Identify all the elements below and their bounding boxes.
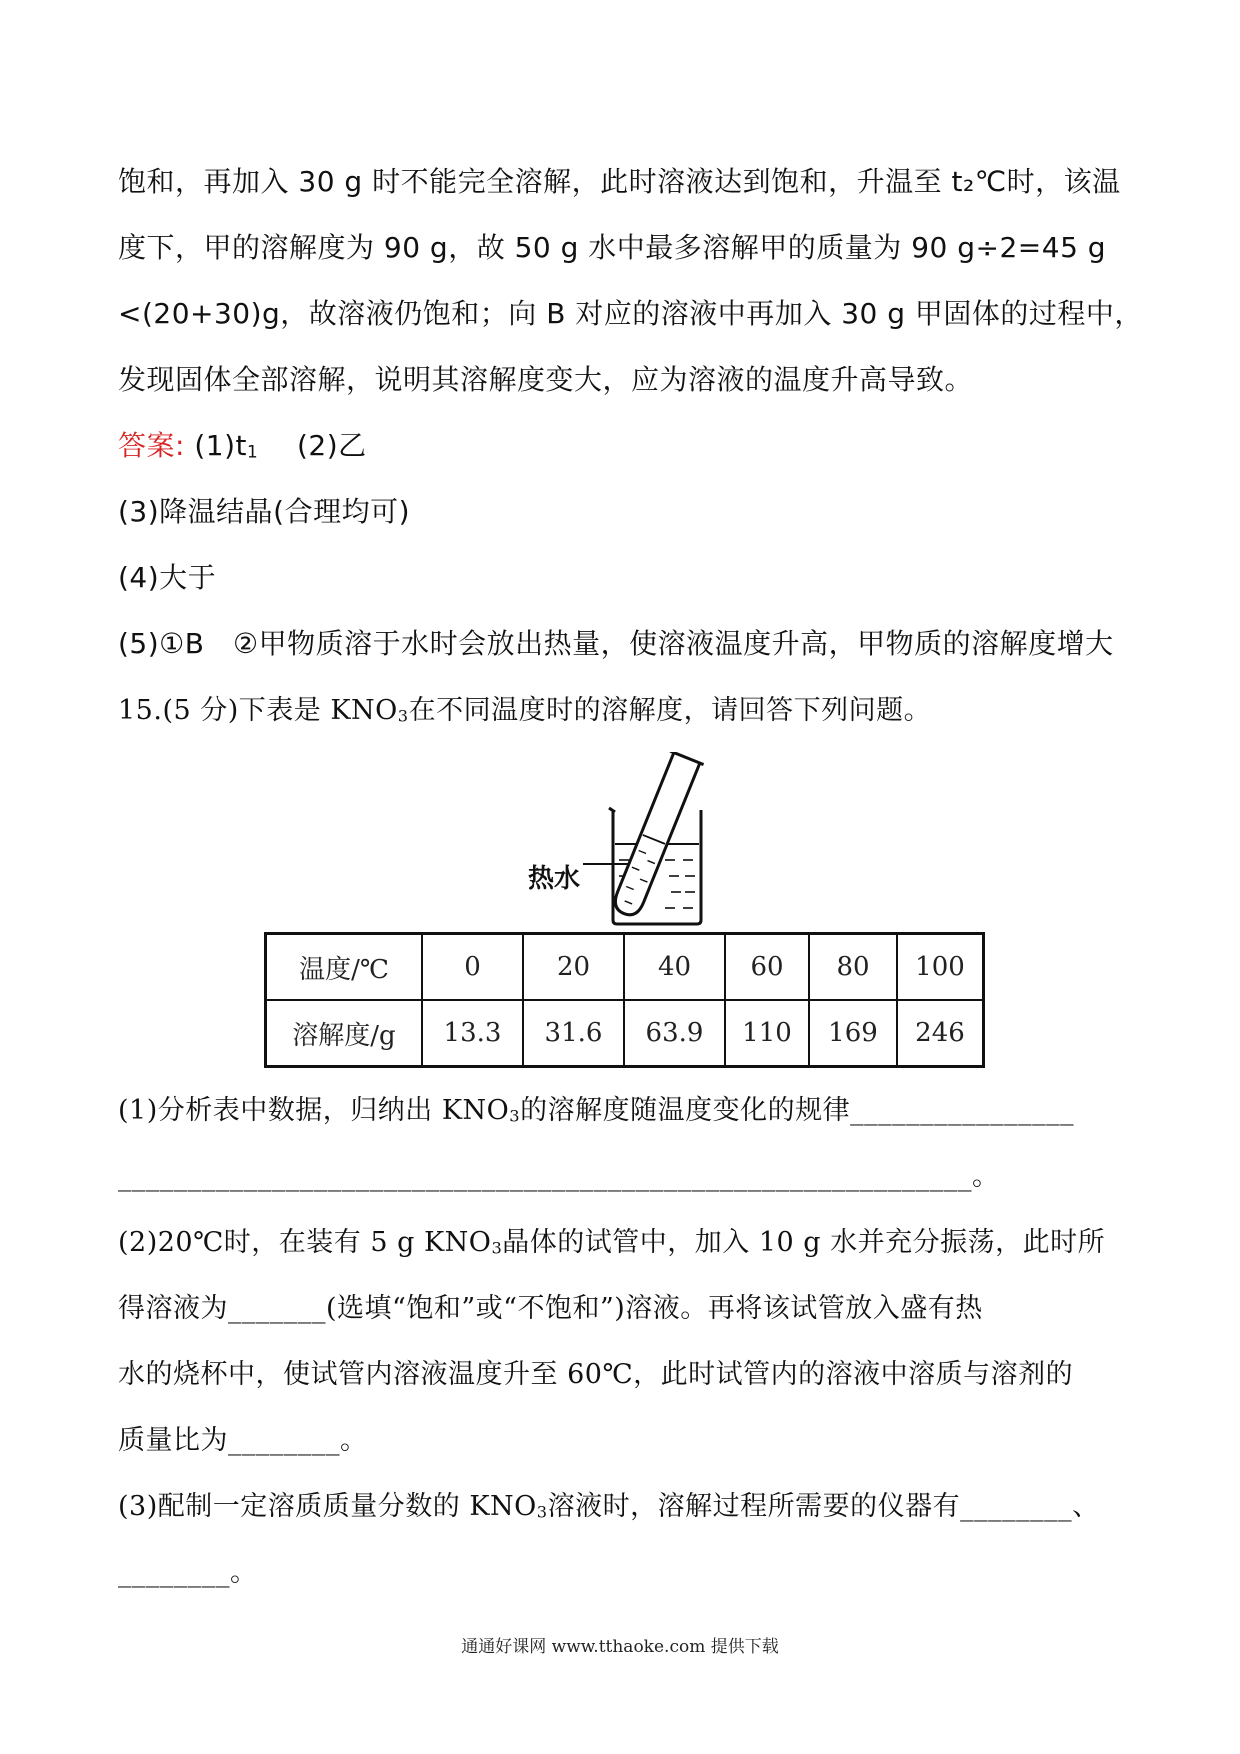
table-row-temperature: [266, 934, 984, 1001]
table-cell: 80: [809, 934, 897, 1001]
table-cell: 13.3: [422, 1000, 523, 1067]
table-cell: 40: [624, 934, 725, 1001]
explanation-line-2: 度下，甲的溶解度为 90 g，故 50 g 水中最多溶解甲的质量为 90 g÷2=45 g: [118, 231, 1107, 264]
question-15-1-continued: _____________________________________________________________。: [118, 1161, 1000, 1192]
table-cell: 63.9: [624, 1000, 725, 1067]
question-15-2-line-2: 得溶液为_______(选填“饱和”或“不饱和”)溶液。再将该试管放入盛有热: [118, 1293, 983, 1324]
table-cell: 169: [809, 1000, 897, 1067]
question-15-2-line-1: (2)20℃时，在装有 5 g $KNO_3$晶体的试管中，加入 10 g 水并充分振荡，此时所: [118, 1227, 1106, 1258]
question-15-2-line-4: 质量比为________。: [118, 1425, 368, 1456]
answer-part1: $(1)t_1$: [194, 429, 259, 462]
answer-part3: (3)降温结晶(合理均可): [118, 495, 411, 528]
explanation-line-1: 饱和，再加入 30 g 时不能完全溶解，此时溶液达到饱和，升温至 t₂℃时，该温: [118, 165, 1121, 198]
question-15-stem: 15.(5 分)下表是 $KNO_3$在不同温度时的溶解度，请回答下列问题。: [118, 695, 932, 726]
answer-part4: (4)大于: [118, 561, 217, 594]
answer-part2: (2)乙: [296, 429, 367, 462]
explanation-line-3: <(20+30)g，故溶液仍饱和；向 B 对应的溶液中再加入 30 g 甲固体的过程中，: [118, 297, 1143, 330]
table-row-solubility: [266, 1000, 984, 1067]
answer-line-1: [118, 424, 1128, 464]
table-cell: 100: [897, 934, 984, 1001]
table-cell: 110: [725, 1000, 809, 1067]
table-cell: 31.6: [523, 1000, 624, 1067]
table-header-solubility: 溶解度/g: [266, 1000, 423, 1067]
table-header-temperature: 温度/℃: [266, 934, 423, 1001]
solubility-table: [264, 932, 985, 1068]
question-15-3-line-1: (3)配制一定溶质质量分数的 $KNO_3$溶液时，溶解过程所需要的仪器有________、: [118, 1491, 1100, 1522]
question-15-1: (1)分析表中数据，归纳出 $KNO_3$的溶解度随温度变化的规律________________: [118, 1095, 1075, 1126]
table-cell: 0: [422, 934, 523, 1001]
answer-part5: (5)①B ②甲物质溶于水时会放出热量，使溶液温度升高，甲物质的溶解度增大: [118, 627, 1114, 660]
hot-water-label: 热水: [528, 864, 581, 894]
table-cell: 246: [897, 1000, 984, 1067]
table-cell: 20: [523, 934, 624, 1001]
page-footer: 通通好课网 www.tthaoke.com 提供下载: [461, 1637, 779, 1657]
question-15-2-line-3: 水的烧杯中，使试管内溶液温度升至 60℃，此时试管内的溶液中溶质与溶剂的: [118, 1359, 1074, 1390]
table-cell: 60: [725, 934, 809, 1001]
question-15-3-line-2: ________。: [118, 1557, 258, 1588]
beaker-test-tube-figure: [525, 752, 725, 927]
answer-label: 答案:: [118, 429, 185, 462]
explanation-line-4: 发现固体全部溶解，说明其溶解度变大，应为溶液的温度升高导致。: [118, 363, 974, 396]
